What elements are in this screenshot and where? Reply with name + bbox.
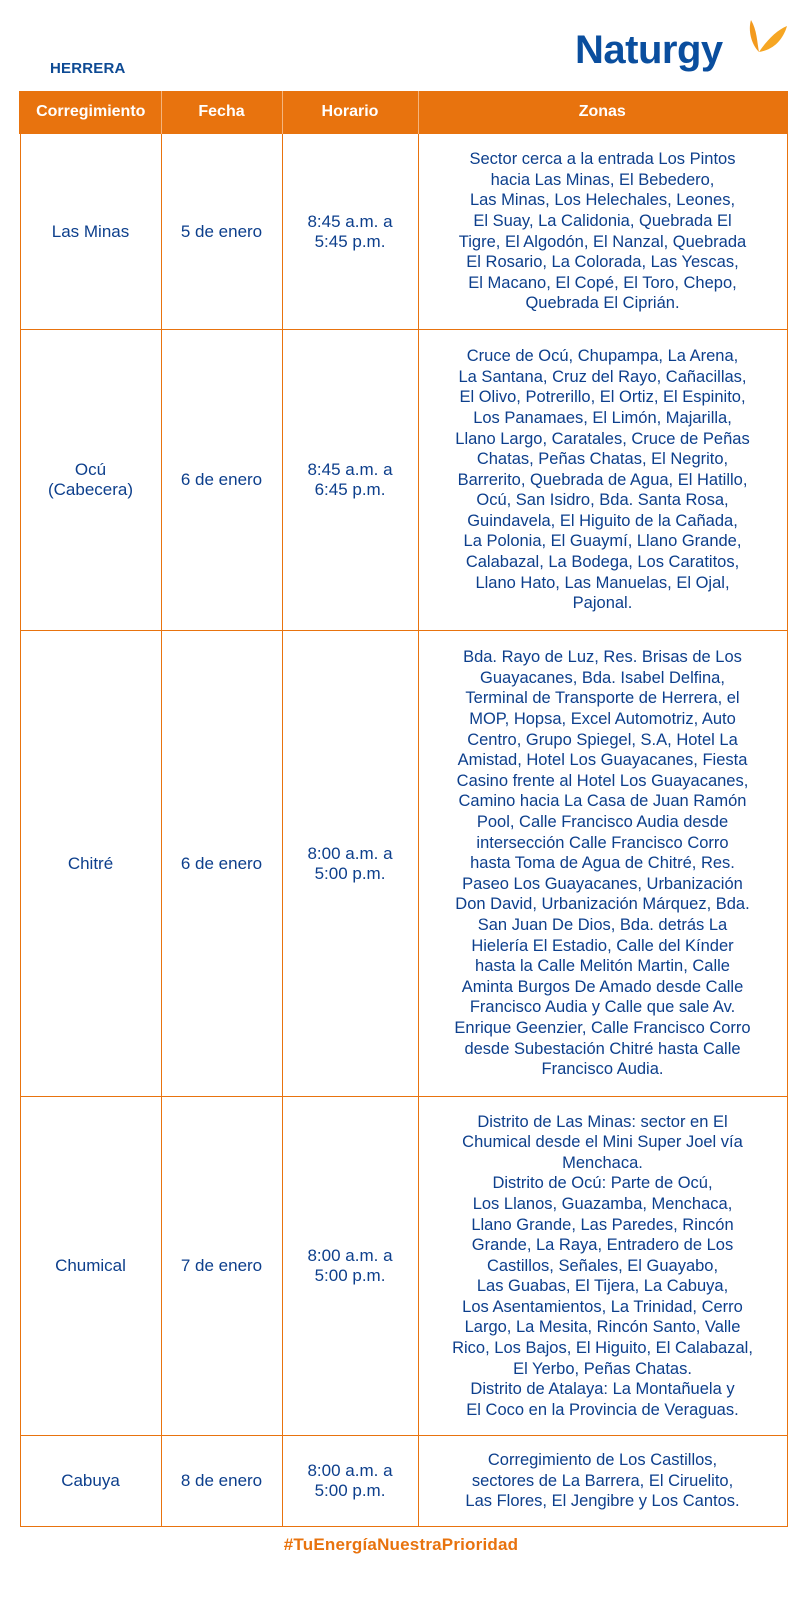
schedule-table [19, 91, 788, 1527]
zona-line: Castillos, Señales, El Guayabo, [486, 1256, 719, 1275]
zona-line: Casino frente al Hotel Los Guayacanes, [456, 771, 749, 790]
zona-line: Aminta Burgos De Amado desde Calle [461, 977, 744, 996]
zona-line: hasta Toma de Agua de Chitré, Res. [470, 854, 735, 873]
cell-corregimiento [20, 330, 161, 631]
column-header-horario: Horario [282, 91, 418, 134]
butterfly-icon [745, 18, 789, 64]
cell-fecha: 5 de enero [161, 134, 282, 330]
zona-line: hasta la Calle Melitón Martin, Calle [475, 957, 730, 976]
zona-line: Menchaca. [562, 1153, 643, 1172]
table-row [20, 1097, 787, 1436]
zona-line: Centro, Grupo Spiegel, S.A, Hotel La [467, 730, 738, 749]
cell-horario [282, 330, 418, 631]
zona-line: Quebrada El Ciprián. [525, 294, 680, 313]
corregimiento-line: Cabuya [61, 1471, 120, 1490]
zona-line: Las Flores, El Jengibre y Los Cantos. [465, 1492, 740, 1511]
column-header-corregimiento: Corregimiento [20, 91, 161, 134]
zona-line: Grande, La Raya, Entradero de Los [471, 1236, 734, 1255]
zona-line: intersección Calle Francisco Corro [476, 833, 729, 852]
cell-corregimiento [20, 631, 161, 1097]
cell-fecha: 8 de enero [161, 1436, 282, 1527]
zona-line: Don David, Urbanización Márquez, Bda. [455, 895, 750, 914]
table-row [20, 134, 787, 330]
zona-line: Guindavela, El Higuito de la Cañada, [467, 511, 738, 530]
horario-line: 6:45 p.m. [314, 480, 386, 499]
zona-line: Sector cerca a la entrada Los Pintos [469, 150, 736, 169]
table-row [20, 1436, 787, 1527]
horario-line: 8:45 a.m. a [307, 211, 393, 231]
zona-line: Los Panamaes, El Limón, Majarilla, [473, 408, 732, 427]
hashtag: #TuEnergíaNuestraPrioridad [283, 1535, 519, 1554]
zona-line: Amistad, Hotel Los Guayacanes, Fiesta [457, 751, 748, 770]
zona-line: Chumical desde el Mini Super Joel vía [462, 1133, 743, 1152]
zona-line: Las Guabas, El Tijera, La Cabuya, [476, 1277, 729, 1296]
zona-line: Pool, Calle Francisco Audia desde [476, 813, 729, 832]
zona-line: Paseo Los Guayacanes, Urbanización [462, 874, 743, 893]
zona-line: Chatas, Peñas Chatas, El Negrito, [476, 450, 729, 469]
zona-line: Francisco Audia. [541, 1060, 664, 1079]
table-row [20, 330, 787, 631]
column-header-zonas: Zonas [418, 91, 787, 134]
zona-line: Llano Hato, Las Manuelas, El Ojal, [475, 573, 730, 592]
cell-corregimiento [20, 1436, 161, 1527]
zona-line: El Coco en la Provincia de Veraguas. [466, 1400, 739, 1419]
horario-line: 8:00 a.m. a [307, 1461, 393, 1480]
zona-line: El Macano, El Copé, El Toro, Chepo, [468, 273, 737, 292]
corregimiento-line: (Cabecera) [47, 480, 134, 499]
region-label: HERRERA [50, 60, 126, 77]
zona-line: Bda. Rayo de Luz, Res. Brisas de Los [463, 648, 742, 667]
zona-line: Camino hacia La Casa de Juan Ramón [458, 792, 747, 811]
naturgy-logo [575, 18, 790, 80]
zona-line: Cruce de Ocú, Chupampa, La Arena, [466, 347, 739, 366]
cell-horario [282, 1097, 418, 1436]
zona-line: El Yerbo, Peñas Chatas. [513, 1359, 692, 1378]
zona-line: Corregimiento de Los Castillos, [487, 1451, 718, 1470]
zona-line: Llano Grande, Las Paredes, Rincón [471, 1215, 734, 1234]
cell-corregimiento [20, 134, 161, 330]
zona-line: Tigre, El Algodón, El Nanzal, Quebrada [458, 232, 747, 251]
column-header-fecha: Fecha [161, 91, 282, 134]
cell-corregimiento [20, 1097, 161, 1436]
zona-line: El Olivo, Potrerillo, El Ortiz, El Espinito, [459, 388, 746, 407]
zona-line: Distrito de Ocú: Parte de Ocú, [492, 1174, 713, 1193]
corregimiento-line: Ocú [74, 460, 107, 479]
corregimiento-line: Chumical [55, 1256, 126, 1275]
zona-line: MOP, Hopsa, Excel Automotriz, Auto [469, 710, 736, 729]
zona-line: Las Minas, Los Helechales, Leones, [469, 191, 736, 210]
horario-line: 8:45 a.m. a [307, 460, 393, 479]
zona-line: Barrerito, Quebrada de Agua, El Hatillo, [457, 470, 748, 489]
zona-line: Distrito de Atalaya: La Montañuela y [470, 1380, 735, 1399]
zona-line: Francisco Audia y Calle que sale Av. [469, 998, 736, 1017]
zona-line: Llano Largo, Caratales, Cruce de Peñas [455, 429, 750, 448]
horario-line: 5:45 p.m. [314, 231, 386, 251]
zona-line: Rico, Los Bajos, El Higuito, El Calabazal, [452, 1339, 753, 1358]
logo-text: Naturgy [575, 28, 723, 72]
table-row [20, 631, 787, 1097]
zona-line: desde Subestación Chitré hasta Calle [464, 1039, 741, 1058]
horario-line: 8:00 a.m. a [307, 843, 393, 863]
cell-zonas [418, 631, 787, 1097]
cell-horario [282, 1436, 418, 1527]
horario-line: 5:00 p.m. [314, 1481, 386, 1500]
zona-line: Pajonal. [572, 594, 633, 613]
zona-line: Calabazal, La Bodega, Los Caratitos, [465, 553, 740, 572]
zona-line: Distrito de Las Minas: sector en El [477, 1112, 728, 1131]
zona-line: sectores de La Barrera, El Ciruelito, [471, 1471, 734, 1490]
cell-horario [282, 134, 418, 330]
zona-line: El Suay, La Calidonia, Quebrada El [473, 211, 732, 230]
zona-line: Los Llanos, Guazamba, Menchaca, [472, 1194, 733, 1213]
zona-line: Ocú, San Isidro, Bda. Santa Rosa, [476, 491, 729, 510]
corregimiento-line: Chitré [67, 853, 114, 873]
cell-fecha: 6 de enero [161, 330, 282, 631]
horario-line: 5:00 p.m. [314, 863, 386, 883]
table-header-row [20, 91, 787, 134]
zona-line: El Rosario, La Colorada, Las Yescas, [466, 253, 739, 272]
horario-line: 8:00 a.m. a [307, 1246, 393, 1265]
zona-line: hacia Las Minas, El Bebedero, [490, 170, 715, 189]
cell-zonas [418, 1097, 787, 1436]
cell-zonas [418, 330, 787, 631]
zona-line: La Santana, Cruz del Rayo, Cañacillas, [458, 367, 747, 386]
cell-fecha: 6 de enero [161, 631, 282, 1097]
zona-line: Los Asentamientos, La Trinidad, Cerro [462, 1297, 743, 1316]
cell-horario [282, 631, 418, 1097]
cell-zonas [418, 134, 787, 330]
zona-line: Hielería El Estadio, Calle del Kínder [471, 936, 734, 955]
zona-line: Largo, La Mesita, Rincón Santo, Valle [464, 1318, 741, 1337]
zona-line: Terminal de Transporte de Herrera, el [465, 689, 740, 708]
cell-zonas [418, 1436, 787, 1527]
corregimiento-line: Las Minas [51, 221, 130, 241]
cell-fecha: 7 de enero [161, 1097, 282, 1436]
zona-line: San Juan De Dios, Bda. detrás La [477, 915, 728, 934]
zona-line: La Polonia, El Guaymí, Llano Grande, [463, 532, 742, 551]
zona-line: Guayacanes, Bda. Isabel Delfina, [480, 668, 725, 687]
horario-line: 5:00 p.m. [314, 1266, 386, 1285]
zona-line: Enrique Geenzier, Calle Francisco Corro [454, 1018, 751, 1037]
